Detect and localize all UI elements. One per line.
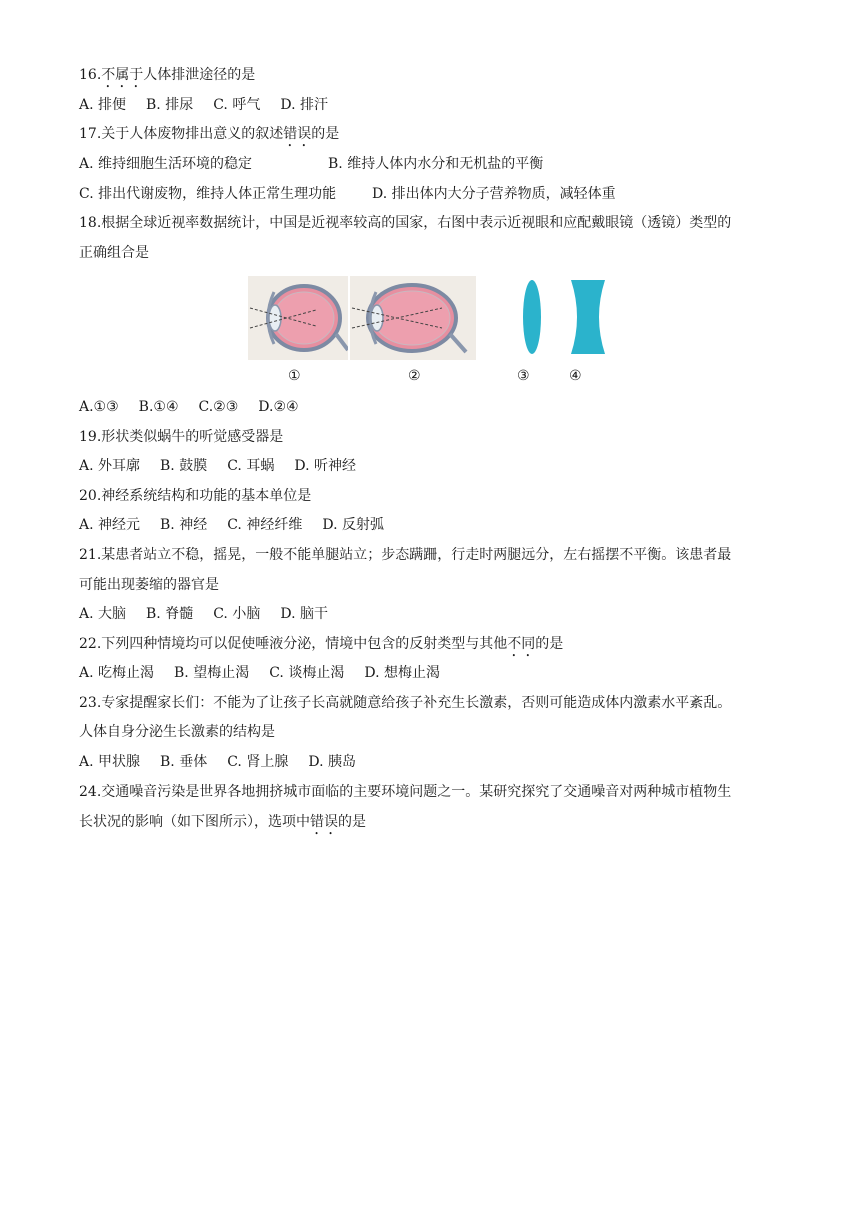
q20-option-a[interactable]: A. 神经元 <box>79 517 141 533</box>
q19-option-d[interactable]: D. 听神经 <box>294 458 356 474</box>
q23-option-b[interactable]: B. 垂体 <box>160 754 208 770</box>
q17-stem-post: 的是 <box>311 126 340 142</box>
figure-label-2: ② <box>408 368 421 384</box>
q17-stem-pre: 17.关于人体废物排出意义的叙述 <box>79 126 284 142</box>
eye-diagram-2 <box>350 276 476 360</box>
q18-figure <box>248 276 608 386</box>
q23-options <box>79 752 376 772</box>
concave-lens-icon <box>569 278 607 356</box>
q18-option-a[interactable]: A.①③ <box>79 399 119 415</box>
q22-stem-post: 的是 <box>535 636 564 652</box>
q22-option-c[interactable]: C. 谈梅止渴 <box>269 665 345 681</box>
q17-options-row1 <box>79 154 543 174</box>
eye-diagram-1 <box>248 276 348 360</box>
q16-options <box>79 95 348 115</box>
q22-option-b[interactable]: B. 望梅止渴 <box>174 665 250 681</box>
q16-option-c[interactable]: C. 呼气 <box>213 97 261 113</box>
q17-option-c[interactable]: C. 排出代谢废物，维持人体正常生理功能 <box>79 186 337 202</box>
q17-options-row2 <box>79 184 616 204</box>
q21-options <box>79 604 348 624</box>
q17-stem <box>79 124 339 150</box>
q20-option-d[interactable]: D. 反射弧 <box>322 517 384 533</box>
q17-option-a[interactable]: A. 维持细胞生活环境的稳定 <box>79 156 253 172</box>
q24-stem-line2 <box>79 812 366 838</box>
q16-stem-post: 人体排泄途径的是 <box>143 67 256 83</box>
figure-label-4: ④ <box>569 368 582 384</box>
q20-option-b[interactable]: B. 神经 <box>160 517 208 533</box>
q18-stem-line2: 正确组合是 <box>79 245 149 261</box>
q16-stem-pre: 16. <box>79 67 102 83</box>
figure-label-3: ③ <box>517 368 530 384</box>
q18-options <box>79 397 319 417</box>
q17-option-b[interactable]: B. 维持人体内水分和无机盐的平衡 <box>328 156 544 172</box>
eye-icon <box>350 276 476 360</box>
q22-option-a[interactable]: A. 吃梅止渴 <box>79 665 155 681</box>
q19-option-c[interactable]: C. 耳蜗 <box>227 458 275 474</box>
q21-stem-line2: 可能出现萎缩的器官是 <box>79 577 219 593</box>
q23-option-c[interactable]: C. 肾上腺 <box>227 754 289 770</box>
q21-option-b[interactable]: B. 脊髓 <box>146 606 194 622</box>
q24-stem-emphasis: 错误 <box>310 814 338 830</box>
q20-stem: 20.神经系统结构和功能的基本单位是 <box>79 488 312 504</box>
q22-option-d[interactable]: D. 想梅止渴 <box>364 665 440 681</box>
q21-stem-line1: 21.某患者站立不稳，摇晃，一般不能单腿站立；步态蹒跚，行走时两腿远分，左右摇摆不平衡。该患者最 <box>79 547 732 563</box>
q19-option-b[interactable]: B. 鼓膜 <box>160 458 208 474</box>
q23-stem-line1: 23.专家提醒家长们：不能为了让孩子长高就随意给孩子补充生长激素，否则可能造成体内激素水平紊乱。 <box>79 695 732 711</box>
q16-stem <box>79 65 255 91</box>
q22-stem <box>79 634 563 660</box>
q22-stem-emphasis: 不同 <box>507 636 536 652</box>
q21-option-a[interactable]: A. 大脑 <box>79 606 127 622</box>
q18-stem-line1: 18.根据全球近视率数据统计，中国是近视率较高的国家，右图中表示近视眼和应配戴眼镜（透镜）类型的 <box>79 215 732 231</box>
q18-option-c[interactable]: C.②③ <box>198 399 239 415</box>
q18-option-d[interactable]: D.②④ <box>258 399 299 415</box>
q19-options <box>79 456 376 476</box>
q20-option-c[interactable]: C. 神经纤维 <box>227 517 303 533</box>
q24-stem-post: 的是 <box>338 814 366 830</box>
q16-stem-emphasis: 不属于 <box>101 67 144 83</box>
q23-option-d[interactable]: D. 胰岛 <box>308 754 356 770</box>
q19-stem: 19.形状类似蜗牛的听觉感受器是 <box>79 429 284 445</box>
q24-stem-line1: 24.交通噪音污染是世界各地拥挤城市面临的主要环境问题之一。某研究探究了交通噪音对两种城市植物生 <box>79 784 732 800</box>
q23-option-a[interactable]: A. 甲状腺 <box>79 754 141 770</box>
q16-option-b[interactable]: B. 排尿 <box>146 97 194 113</box>
q16-option-d[interactable]: D. 排汗 <box>280 97 328 113</box>
q22-options <box>79 663 460 683</box>
q17-option-d[interactable]: D. 排出体内大分子营养物质，减轻体重 <box>372 186 616 202</box>
q17-stem-emphasis: 错误 <box>283 126 312 142</box>
q23-stem-line2: 人体自身分泌生长激素的结构是 <box>79 724 275 740</box>
convex-lens-icon <box>521 278 543 356</box>
q16-option-a[interactable]: A. 排便 <box>79 97 127 113</box>
q18-option-b[interactable]: B.①④ <box>138 399 179 415</box>
q19-option-a[interactable]: A. 外耳廓 <box>79 458 141 474</box>
figure-label-1: ① <box>288 368 301 384</box>
q21-option-c[interactable]: C. 小脑 <box>213 606 261 622</box>
q21-option-d[interactable]: D. 脑干 <box>280 606 328 622</box>
q24-stem-pre: 长状况的影响（如下图所示），选项中 <box>79 814 310 830</box>
q22-stem-pre: 22.下列四种情境均可以促使唾液分泌，情境中包含的反射类型与其他 <box>79 636 508 652</box>
eye-icon <box>248 276 348 360</box>
q20-options <box>79 515 404 535</box>
